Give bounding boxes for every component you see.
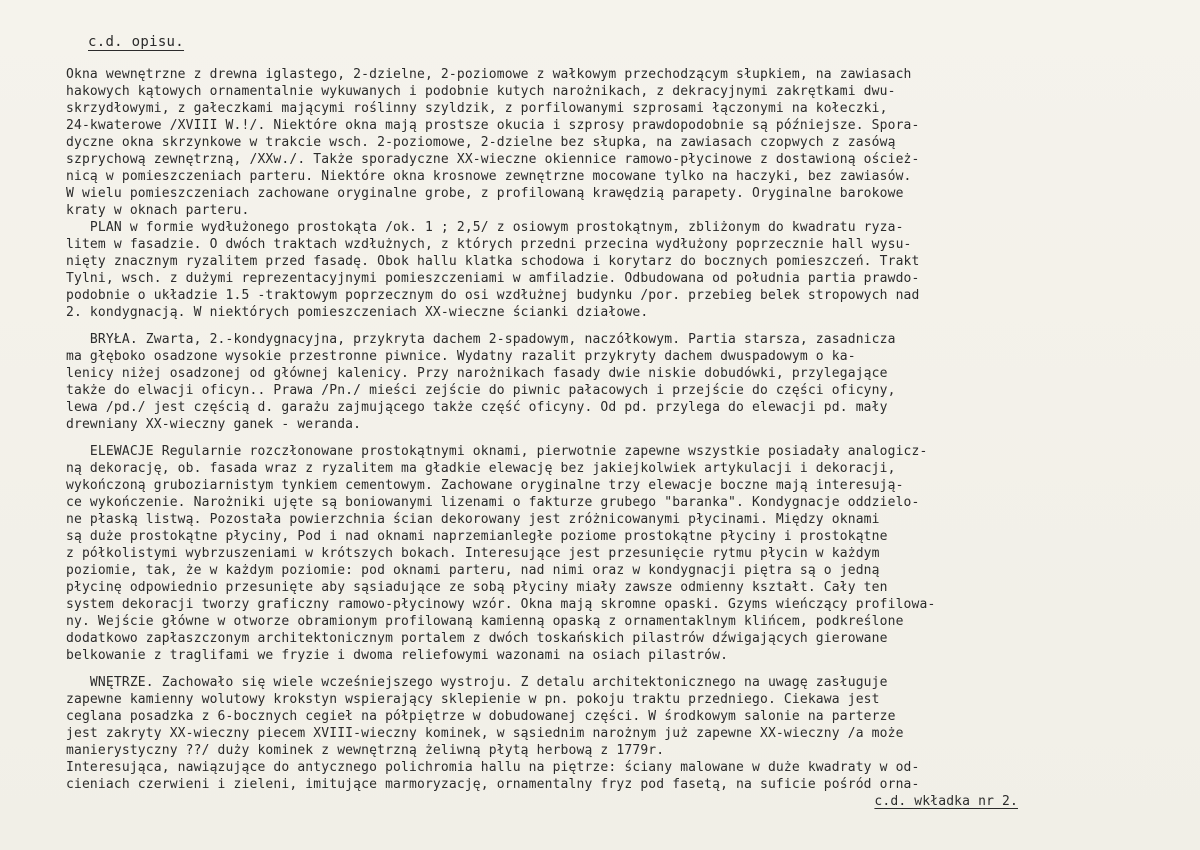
text-line: BRYŁA. Zwarta, 2.-kondygnacyjna, przykryta dachem 2-spadowym, naczółkowym. Partia starsza, zasadnicza bbox=[66, 332, 896, 347]
text-line: płycinę odpowiednio przesunięte aby sąsiadujące ze sobą płyciny miały zawsze odmienny kształt. Cały ten bbox=[66, 580, 888, 595]
text-line: litem w fasadzie. O dwóch traktach wzdłużnych, z których przedni przecina wydłużony poprzecznie hall wysu- bbox=[66, 237, 912, 252]
text-line: system dekoracji tworzy graficzny ramowo-płycinowy wzór. Okna mają skromne opaski. Gzyms wieńczący profilowa- bbox=[66, 597, 936, 612]
text-line: skrzydłowymi, z gałeczkami mającymi roślinny szyldzik, z porfilowanymi szprosami łączonymi na kołeczki, bbox=[66, 101, 888, 116]
paragraph-gap bbox=[66, 321, 1186, 331]
text-line: ELEWACJE Regularnie rozczłonowane prostokątnymi oknami, pierwotnie zapewne wszystkie posiadały analogicz- bbox=[66, 444, 928, 459]
text-line: poziomie, tak, że w każdym poziomie: pod oknami parteru, nad nimi oraz w kondygnacji piętra są o jedną bbox=[66, 563, 880, 578]
text-line: 24-kwaterowe /XVIII W.!/. Niektóre okna mają prostsze okucia i szprosy prawdopodobnie są późniejsze. Spora- bbox=[66, 118, 920, 133]
text-line: dyczne okna skrzynkowe w trakcie wsch. 2-poziomowe, 2-dzielne bez słupka, na zawiasach czopwych z zasówą bbox=[66, 135, 896, 150]
text-line: szprychową zewnętrzną, /XXw./. Także sporadyczne XX-wieczne okiennice ramowo-płycinowe z dostawioną oścież- bbox=[66, 152, 920, 167]
text-line: manierystyczny ??/ duży kominek z wewnętrzną żeliwną płytą herbową z 1779r. bbox=[66, 743, 665, 758]
document-heading: c.d. opisu. bbox=[88, 34, 185, 50]
text-line: 2. kondygnacją. W niektórych pomieszczeniach XX-wieczne ścianki działowe. bbox=[66, 305, 649, 320]
text-line: dodatkowo zapłaszczonym architektonicznym portalem z dwóch toskańskich pilastrów dźwigających gierowane bbox=[66, 631, 888, 646]
text-line: nięty znacznym ryzalitem przed fasadę. Obok hallu klatka schodowa i korytarz do bocznych pomieszczeń. Trakt bbox=[66, 254, 920, 269]
text-line: Tylni, wsch. z dużymi reprezentacyjnymi pomieszczeniami w amfiladzie. Odbudowana od południa partia prawdo- bbox=[66, 271, 920, 286]
text-line: drewniany XX-wieczny ganek - weranda. bbox=[66, 417, 362, 432]
paragraph-gap bbox=[66, 664, 1186, 674]
text-line: W wielu pomieszczeniach zachowane oryginalne grobe, z profilowaną krawędzią parapety. Oryginalne barokowe bbox=[66, 186, 904, 201]
text-line: lenicy niżej osadzonej od głównej kalenicy. Przy narożnikach fasady dwie niskie dobudówki, przylegające bbox=[66, 366, 888, 381]
continuation-note: c.d. wkładka nr 2. bbox=[874, 794, 1018, 809]
text-line: nicą w pomieszczeniach parteru. Niektóre okna krosnowe zewnętrzne mocowane tylko na haczyki, bez zawiasów. bbox=[66, 169, 912, 184]
text-line: WNĘTRZE. Zachowało się wiele wcześniejszego wystroju. Z detalu architektonicznego na uwagę zasługuje bbox=[66, 675, 888, 690]
text-line: ne płaską listwą. Pozostała powierzchnia ścian dekorowany jest zróżnicowanymi płycinami. Między oknami bbox=[66, 512, 880, 527]
text-line: belkowanie z traglifami we fryzie i dwoma reliefowymi wazonami na osiach pilastrów. bbox=[66, 648, 729, 663]
text-line: są duże prostokątne płyciny, Pod i nad oknami naprzemianległe poziome prostokątne płyciny i prostokątne bbox=[66, 529, 888, 544]
text-line: ny. Wejście główne w otworze obramionym profilowaną kamienną opaską z ornamentaklnym klińcem, podkreślone bbox=[66, 614, 904, 629]
paragraph-gap bbox=[66, 433, 1186, 443]
text-line: ce wykończenie. Narożniki ujęte są boniowanymi lizenami o fakturze grubego "baranka". Kondygnacje oddzielo- bbox=[66, 495, 920, 510]
text-line: zapewne kamienny wolutowy krokstyn wspierający sklepienie w pn. pokoju traktu przedniego. Ciekawa jest bbox=[66, 692, 880, 707]
text-line: z półkolistymi wybrzuszeniami w krótszych bokach. Interesujące jest przesunięcie rytmu płycin w każdym bbox=[66, 546, 880, 561]
text-line: PLAN w formie wydłużonego prostokąta /ok. 1 ; 2,5/ z osiowym prostokątnym, zbliżonym do kwadratu ryza- bbox=[66, 220, 904, 235]
text-line: podobnie o układzie 1.5 -traktowym poprzecznym do osi wzdłużnej budynku /por. przebieg belek stropowych nad bbox=[66, 288, 920, 303]
text-line: kraty w oknach parteru. bbox=[66, 203, 250, 218]
text-line: wykończoną gruboziarnistym tynkiem cementowym. Zachowane oryginalne trzy elewacje boczne mają interesują- bbox=[66, 478, 904, 493]
text-line: ma głęboko osadzone wysokie przestronne piwnice. Wydatny razalit przykryty dachem dwuspadowym o ka- bbox=[66, 349, 856, 364]
text-line: jest zakryty XX-wieczny piecem XVIII-wieczny kominek, w sąsiednim narożnym już zapewne XX-wieczny /a może bbox=[66, 726, 904, 741]
text-line: Interesująca, nawiązujące do antycznego polichromia hallu na piętrze: ściany malowane w duże kwadraty w od- bbox=[66, 760, 920, 775]
text-line: Okna wewnętrzne z drewna iglastego, 2-dzielne, 2-poziomowe z wałkowym przechodzącym słupkiem, na zawiasach bbox=[66, 67, 912, 82]
text-line: lewa /pd./ jest częścią d. garażu zajmującego także część oficyny. Od pd. przylega do elewacji pd. mały bbox=[66, 400, 888, 415]
text-line: hakowych kątowych ornamentalnie wykuwanych i podobnie kutych narożnikach, z dekracyjnymi zakrętkami dwu- bbox=[66, 84, 896, 99]
text-line: także do elwacji oficyn.. Prawa /Pn./ mieści zejście do piwnic pałacowych i przejście do części oficyny, bbox=[66, 383, 896, 398]
document-body bbox=[66, 66, 1186, 810]
text-line: ceglana posadzka z 6-bocznych cegieł na półpiętrze w dobudowanej części. W środkowym salonie na parterze bbox=[66, 709, 896, 724]
text-line: ną dekorację, ob. fasada wraz z ryzalitem ma gładkie elewację bez jakiejkolwiek artykulacji i dekoracji, bbox=[66, 461, 896, 476]
text-line: cieniach czerwieni i zieleni, imitujące marmoryzację, ornamentalny fryz pod fasetą, na suficie pośród orna- bbox=[66, 777, 920, 792]
